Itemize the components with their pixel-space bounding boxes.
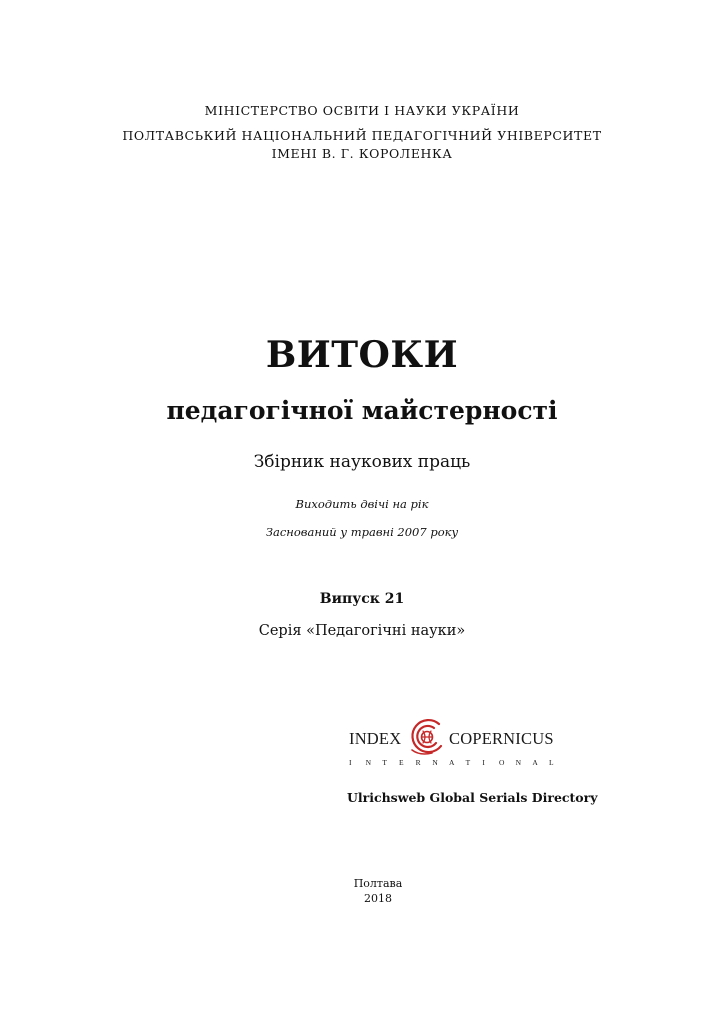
logo-tagline-letter: A	[532, 758, 538, 767]
logo-tagline	[349, 758, 553, 768]
ulrichsweb-directory: Ulrichsweb Global Serials Directory	[347, 790, 598, 805]
collection-type: Збірник наукових праць	[253, 452, 471, 472]
logo-tagline-letter: O	[499, 758, 505, 767]
logo-word-copernicus: COPERNICUS	[449, 729, 554, 748]
founding-date: Заснований у травні 2007 року	[265, 525, 459, 539]
index-copernicus-logo	[346, 716, 554, 772]
copernicus-emblem-icon	[406, 716, 448, 758]
logo-tagline-letter: I	[482, 758, 485, 767]
logo-tagline-letter: N	[515, 758, 522, 767]
series-name: Серія «Педагогічні науки»	[258, 623, 466, 639]
logo-tagline-letter: R	[415, 758, 421, 767]
journal-title: ВИТОКИ	[265, 334, 459, 376]
university-heading-line2: ІМЕНІ В. Г. КОРОЛЕНКА	[271, 146, 453, 161]
logo-tagline-letter: E	[399, 758, 404, 767]
university-heading-line1: ПОЛТАВСЬКИЙ НАЦІОНАЛЬНИЙ ПЕДАГОГІЧНИЙ УНІВЕРСИТЕТ	[122, 128, 602, 143]
logo-tagline-letter: N	[365, 758, 372, 767]
publication-year: 2018	[364, 892, 392, 905]
logo-tagline-letter: A	[449, 758, 455, 767]
ministry-heading: МІНІСТЕРСТВО ОСВІТИ І НАУКИ УКРАЇНИ	[204, 103, 520, 118]
journal-subtitle: педагогічної майстерності	[166, 396, 558, 425]
logo-tagline-letter: T	[382, 758, 387, 767]
publication-city: Полтава	[353, 877, 403, 890]
logo-tagline-letter: L	[549, 758, 554, 767]
logo-tagline-letter: N	[432, 758, 438, 767]
logo-word-index: INDEX	[349, 729, 402, 748]
logo-tagline-letter: T	[465, 758, 471, 767]
publication-frequency: Виходить двічі на рік	[295, 497, 429, 511]
logo-tagline-letter: I	[349, 758, 352, 767]
issue-number: Випуск 21	[319, 591, 405, 607]
